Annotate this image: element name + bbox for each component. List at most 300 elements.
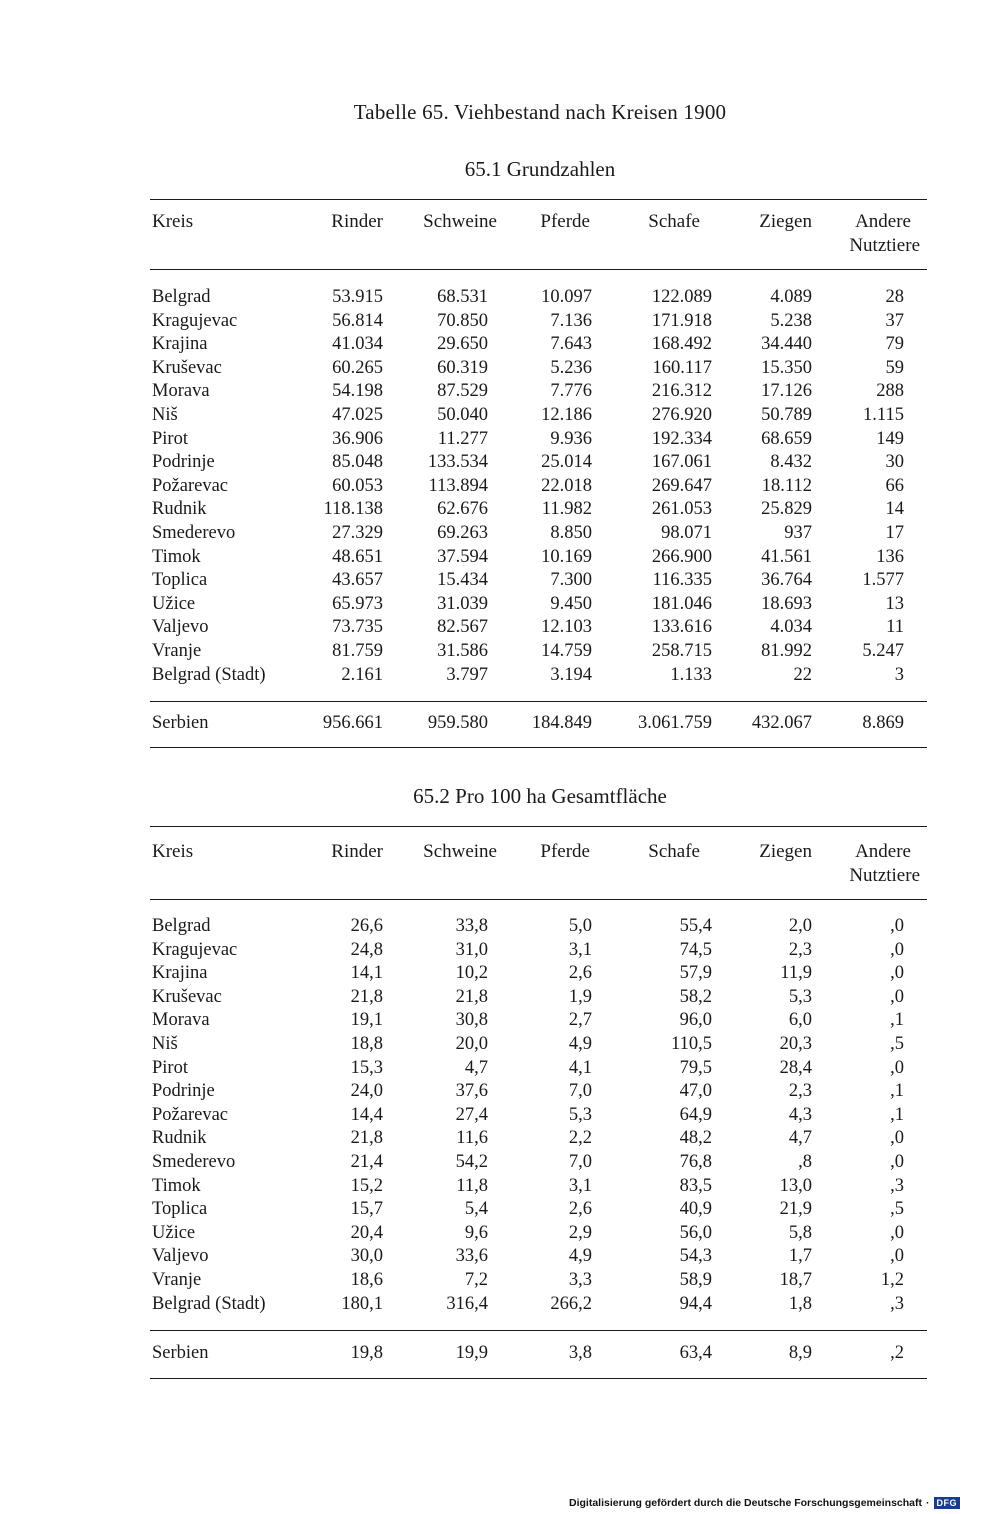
cell-value: 21,8 [350, 986, 383, 1007]
cell-value: 7.136 [550, 310, 592, 331]
cell-value: 31,0 [455, 939, 488, 960]
cell-value: 24,0 [350, 1081, 383, 1102]
cell-kreis: Toplica [152, 570, 208, 591]
cell-value: 4.034 [770, 617, 812, 638]
cell-kreis: Krajina [152, 963, 208, 984]
table-row [0, 939, 1000, 963]
cell-value: 76,8 [679, 1151, 712, 1172]
cell-value: 25.014 [541, 452, 592, 473]
cell-value: 36.764 [761, 570, 812, 591]
cell-value: 4,7 [464, 1057, 488, 1078]
col-header-andere: Andere [855, 211, 911, 232]
col-header-schweine: Schweine [423, 211, 497, 232]
table-row [0, 1009, 1000, 1033]
cell-kreis: Toplica [152, 1199, 208, 1220]
cell-kreis: Užice [152, 1222, 196, 1243]
cell-value: 181.046 [651, 593, 712, 614]
cell-value: 2,6 [568, 1199, 592, 1220]
cell-value: 69.263 [437, 522, 488, 543]
cell-value: 432.067 [751, 713, 812, 733]
cell-value: ,2 [890, 1343, 904, 1363]
table-row [0, 1245, 1000, 1269]
table-row [0, 546, 1000, 570]
cell-kreis: Serbien [152, 713, 209, 733]
table-row [0, 1222, 1000, 1246]
section-2-rows [0, 915, 1000, 1316]
section-1-rows [0, 286, 1000, 687]
cell-value: 64,9 [679, 1104, 712, 1125]
cell-value: 18,8 [350, 1033, 383, 1054]
cell-value: 63,4 [679, 1343, 712, 1363]
table-row [0, 333, 1000, 357]
section-1-title: 65.1 Grundzahlen [464, 157, 616, 181]
cell-value: 2,2 [568, 1128, 592, 1149]
cell-value: 266,2 [550, 1293, 592, 1314]
cell-value: 24,8 [350, 939, 383, 960]
cell-value: 937 [784, 522, 812, 543]
cell-value: 11.277 [437, 428, 488, 449]
cell-value: 12.186 [541, 404, 592, 425]
cell-value: 30,0 [350, 1246, 383, 1267]
table-row [0, 1151, 1000, 1175]
cell-value: 7.300 [550, 570, 592, 591]
cell-value: 3 [894, 664, 904, 685]
cell-value: 27,4 [455, 1104, 488, 1125]
cell-value: 113.894 [428, 475, 488, 496]
cell-value: 10,2 [455, 963, 488, 984]
footer-text: Digitalisierung gefördert durch die Deutsche Forschungsgemeinschaft [569, 1497, 922, 1509]
cell-value: 54.198 [332, 381, 383, 402]
cell-kreis: Belgrad (Stadt) [152, 664, 266, 685]
cell-value: 216.312 [651, 381, 712, 402]
cell-value: 4,9 [568, 1033, 592, 1054]
cell-value: 36.906 [332, 428, 383, 449]
cell-value: 2,6 [568, 963, 592, 984]
cell-value: 2,3 [788, 939, 812, 960]
cell-value: 258.715 [651, 640, 712, 661]
cell-value: 2.161 [341, 664, 383, 685]
cell-value: 1,9 [568, 986, 592, 1007]
table-row [0, 475, 1000, 499]
cell-value: 30,8 [455, 1010, 488, 1031]
cell-value: ,0 [890, 1246, 904, 1267]
cell-value: 4,9 [568, 1246, 592, 1267]
cell-kreis: Timok [152, 1175, 201, 1196]
cell-value: 50.040 [437, 404, 488, 425]
table-row [0, 1175, 1000, 1199]
cell-value: ,3 [890, 1175, 904, 1196]
cell-value: 98.071 [661, 522, 712, 543]
cell-value: 65.973 [332, 593, 383, 614]
col-header-rinder: Rinder [331, 841, 383, 862]
section-2-title: 65.2 Pro 100 ha Gesamtfläche [413, 784, 667, 808]
cell-value: 192.334 [651, 428, 712, 449]
cell-value: 68.531 [437, 287, 488, 307]
cell-value: 37 [885, 310, 904, 331]
dfg-logo: DFG [934, 1497, 961, 1509]
cell-value: 31.586 [437, 640, 488, 661]
cell-kreis: Požarevac [152, 1104, 229, 1125]
cell-value: ,1 [890, 1010, 904, 1031]
cell-value: 14 [885, 499, 904, 520]
cell-value: 21,8 [455, 986, 488, 1007]
cell-value: 19,8 [350, 1343, 383, 1363]
cell-value: 96,0 [679, 1010, 712, 1031]
cell-value: 13,0 [779, 1175, 812, 1196]
cell-value: 2,3 [788, 1081, 812, 1102]
cell-value: 288 [876, 381, 904, 402]
cell-value: 37.594 [437, 546, 488, 567]
col-header-nutztiere: Nutztiere [849, 865, 920, 886]
cell-value: 14,1 [350, 963, 383, 984]
cell-value: 66 [885, 475, 904, 496]
cell-kreis: Niš [152, 404, 178, 425]
col-header-kreis: Kreis [152, 841, 194, 862]
cell-value: 5,3 [568, 1104, 592, 1125]
section-2-bottom-rule [150, 1378, 927, 1379]
cell-kreis: Belgrad [152, 916, 211, 936]
cell-value: 20,0 [455, 1033, 488, 1054]
cell-value: 70.850 [437, 310, 488, 331]
cell-value: 11 [886, 617, 904, 638]
cell-value: 3,3 [568, 1269, 592, 1290]
cell-value: 43.657 [332, 570, 383, 591]
table-row [0, 569, 1000, 593]
cell-value: 54,2 [455, 1151, 488, 1172]
cell-value: 15.434 [437, 570, 488, 591]
cell-value: ,0 [890, 963, 904, 984]
cell-value: 8.869 [862, 713, 904, 733]
cell-value: 18,6 [350, 1269, 383, 1290]
cell-kreis: Vranje [152, 1269, 202, 1290]
cell-value: 79,5 [679, 1057, 712, 1078]
cell-kreis: Rudnik [152, 499, 207, 520]
cell-value: 5,4 [464, 1199, 488, 1220]
cell-value: 118.138 [323, 499, 383, 520]
cell-value: 180,1 [341, 1293, 383, 1314]
cell-value: 3,8 [568, 1343, 592, 1363]
cell-value: 53.915 [332, 287, 383, 307]
table-row [0, 380, 1000, 404]
cell-value: 26,6 [350, 916, 383, 936]
cell-value: 15,2 [350, 1175, 383, 1196]
col-header-rinder: Rinder [331, 211, 383, 232]
cell-value: 1,7 [788, 1246, 812, 1267]
cell-value: 160.117 [652, 357, 712, 378]
cell-value: 60.053 [332, 475, 383, 496]
total-row [0, 1342, 1000, 1366]
col-header-schafe: Schafe [648, 211, 700, 232]
cell-kreis: Užice [152, 593, 196, 614]
cell-value: 5,0 [568, 916, 592, 936]
cell-value: 3,1 [568, 1175, 592, 1196]
cell-value: 40,9 [679, 1199, 712, 1220]
cell-value: 10.097 [541, 287, 592, 307]
cell-value: 3.061.759 [638, 713, 712, 733]
cell-kreis: Kragujevac [152, 939, 238, 960]
col-header-pferde: Pferde [540, 211, 590, 232]
cell-value: ,0 [890, 986, 904, 1007]
table-row [0, 593, 1000, 617]
cell-value: 12.103 [541, 617, 592, 638]
cell-value: 266.900 [651, 546, 712, 567]
cell-value: 81.992 [761, 640, 812, 661]
cell-value: 34.440 [761, 334, 812, 355]
cell-value: 21,4 [350, 1151, 383, 1172]
cell-kreis: Morava [152, 1010, 210, 1031]
cell-value: 21,8 [350, 1128, 383, 1149]
cell-value: 8,9 [788, 1343, 812, 1363]
col-header-kreis: Kreis [152, 211, 194, 232]
col-header-schafe: Schafe [648, 841, 700, 862]
table-row [0, 1033, 1000, 1057]
cell-kreis: Pirot [152, 428, 188, 449]
cell-value: 37,6 [455, 1081, 488, 1102]
cell-value: 74,5 [679, 939, 712, 960]
table-row [0, 428, 1000, 452]
section-2-top-rule [150, 826, 927, 827]
cell-value: 9,6 [464, 1222, 488, 1243]
cell-value: 15,7 [350, 1199, 383, 1220]
cell-value: 14,4 [350, 1104, 383, 1125]
cell-value: 959.580 [427, 713, 488, 733]
cell-value: 14.759 [541, 640, 592, 661]
cell-value: 60.319 [437, 357, 488, 378]
cell-kreis: Pirot [152, 1057, 188, 1078]
section-2-total-row [0, 1342, 1000, 1366]
cell-kreis: Serbien [152, 1343, 209, 1363]
cell-value: 56.814 [332, 310, 383, 331]
cell-value: 62.676 [437, 499, 488, 520]
cell-value: 5.247 [862, 640, 904, 661]
cell-value: 1.133 [670, 664, 712, 685]
table-row [0, 616, 1000, 640]
cell-value: 5,3 [788, 986, 812, 1007]
cell-kreis: Krajina [152, 334, 208, 355]
cell-value: ,1 [890, 1104, 904, 1125]
cell-value: 11,9 [780, 963, 812, 984]
cell-value: 21,9 [779, 1199, 812, 1220]
section-1-total-row [0, 712, 1000, 736]
cell-value: 7.776 [550, 381, 592, 402]
cell-value: 82.567 [437, 617, 488, 638]
cell-value: 2,0 [788, 916, 812, 936]
cell-value: 41.561 [761, 546, 812, 567]
cell-value: 1.577 [862, 570, 904, 591]
cell-value: 1,8 [788, 1293, 812, 1314]
table-row [0, 986, 1000, 1010]
cell-value: 133.534 [427, 452, 488, 473]
cell-value: ,0 [890, 1128, 904, 1149]
cell-value: 184.849 [531, 713, 592, 733]
table-row [0, 451, 1000, 475]
page-title: Tabelle 65. Viehbestand nach Kreisen 1900 [353, 100, 727, 124]
cell-value: 261.053 [651, 499, 712, 520]
cell-value: 18.693 [761, 593, 812, 614]
cell-kreis: Vranje [152, 640, 202, 661]
cell-value: 956.661 [322, 713, 383, 733]
cell-value: 4,3 [788, 1104, 812, 1125]
cell-value: 2,9 [568, 1222, 592, 1243]
cell-value: 60.265 [332, 357, 383, 378]
cell-value: ,8 [798, 1151, 812, 1172]
cell-kreis: Belgrad [152, 287, 211, 307]
table-row [0, 357, 1000, 381]
cell-value: 19,1 [350, 1010, 383, 1031]
cell-value: 2,7 [568, 1010, 592, 1031]
cell-value: 168.492 [651, 334, 712, 355]
cell-value: 48,2 [679, 1128, 712, 1149]
cell-value: 9.450 [550, 593, 592, 614]
cell-value: 17 [885, 522, 904, 543]
cell-kreis: Morava [152, 381, 210, 402]
cell-value: 68.659 [761, 428, 812, 449]
cell-value: 47.025 [332, 404, 383, 425]
cell-value: ,0 [890, 916, 904, 936]
section-1-total-rule [150, 701, 927, 702]
cell-value: 269.647 [651, 475, 712, 496]
cell-value: 58,2 [679, 986, 712, 1007]
col-header-schweine: Schweine [423, 841, 497, 862]
cell-value: 1.115 [863, 404, 904, 425]
cell-value: 55,4 [679, 916, 712, 936]
table-row [0, 1198, 1000, 1222]
cell-kreis: Niš [152, 1033, 178, 1054]
cell-kreis: Timok [152, 546, 201, 567]
cell-value: 11.982 [541, 499, 592, 520]
cell-value: 58,9 [679, 1269, 712, 1290]
cell-value: 3.194 [550, 664, 592, 685]
cell-value: 11,8 [456, 1175, 488, 1196]
cell-value: 3,1 [568, 939, 592, 960]
cell-value: 149 [876, 428, 904, 449]
cell-value: 13 [885, 593, 904, 614]
cell-value: 47,0 [679, 1081, 712, 1102]
cell-kreis: Kruševac [152, 357, 222, 378]
table-row [0, 1057, 1000, 1081]
table-row [0, 310, 1000, 334]
cell-value: 10.169 [541, 546, 592, 567]
table-row [0, 498, 1000, 522]
cell-value: 122.089 [651, 287, 712, 307]
cell-value: 56,0 [679, 1222, 712, 1243]
section-1-top-rule [150, 199, 927, 200]
cell-value: 28,4 [779, 1057, 812, 1078]
section-2-header-rule [150, 899, 927, 900]
cell-value: 20,3 [779, 1033, 812, 1054]
cell-value: 33,6 [455, 1246, 488, 1267]
table-row [0, 640, 1000, 664]
cell-value: ,1 [890, 1081, 904, 1102]
cell-value: 19,9 [455, 1343, 488, 1363]
cell-value: 276.920 [651, 404, 712, 425]
table-row [0, 1080, 1000, 1104]
table-row [0, 915, 1000, 939]
cell-kreis: Kragujevac [152, 310, 238, 331]
table-row [0, 1293, 1000, 1317]
cell-value: 7,2 [464, 1269, 488, 1290]
col-header-pferde: Pferde [540, 841, 590, 862]
cell-value: 30 [885, 452, 904, 473]
cell-value: 8.432 [770, 452, 812, 473]
table-row [0, 522, 1000, 546]
cell-value: ,0 [890, 939, 904, 960]
cell-value: 9.936 [550, 428, 592, 449]
cell-value: 18.112 [761, 475, 812, 496]
cell-kreis: Kruševac [152, 986, 222, 1007]
cell-value: 20,4 [350, 1222, 383, 1243]
cell-kreis: Požarevac [152, 475, 229, 496]
cell-value: ,0 [890, 1057, 904, 1078]
cell-value: 316,4 [446, 1293, 488, 1314]
cell-value: 57,9 [679, 963, 712, 984]
cell-value: 8.850 [550, 522, 592, 543]
cell-value: 28 [885, 287, 904, 307]
total-row [0, 712, 1000, 736]
table-row [0, 1127, 1000, 1151]
cell-value: 87.529 [437, 381, 488, 402]
cell-kreis: Belgrad (Stadt) [152, 1293, 266, 1314]
section-2-total-rule [150, 1330, 927, 1331]
cell-value: 7.643 [550, 334, 592, 355]
cell-value: 15.350 [761, 357, 812, 378]
cell-value: 27.329 [332, 522, 383, 543]
col-header-andere: Andere [855, 841, 911, 862]
col-header-nutztiere: Nutztiere [849, 235, 920, 256]
cell-value: 136 [876, 546, 904, 567]
table-row [0, 664, 1000, 688]
cell-value: 22 [793, 664, 812, 685]
col-header-ziegen: Ziegen [759, 841, 812, 862]
cell-value: 6,0 [788, 1010, 812, 1031]
section-1-header-rule [150, 269, 927, 270]
cell-value: 4,1 [568, 1057, 592, 1078]
footer-credit [569, 1497, 960, 1509]
cell-value: 29.650 [437, 334, 488, 355]
cell-value: ,0 [890, 1222, 904, 1243]
cell-value: 171.918 [651, 310, 712, 331]
cell-value: ,5 [890, 1199, 904, 1220]
cell-value: 81.759 [332, 640, 383, 661]
cell-value: 41.034 [332, 334, 383, 355]
cell-value: 116.335 [652, 570, 712, 591]
cell-value: 79 [885, 334, 904, 355]
section-1-bottom-rule [150, 747, 927, 748]
cell-value: 11,6 [456, 1128, 488, 1149]
cell-value: 110,5 [671, 1033, 712, 1054]
cell-value: 15,3 [350, 1057, 383, 1078]
cell-value: 3.797 [446, 664, 488, 685]
footer-separator: · [926, 1497, 930, 1509]
cell-value: 31.039 [437, 593, 488, 614]
cell-value: 22.018 [541, 475, 592, 496]
table-row [0, 404, 1000, 428]
table-row [0, 286, 1000, 310]
cell-value: 5.238 [770, 310, 812, 331]
cell-value: 4,7 [788, 1128, 812, 1149]
cell-value: 4.089 [770, 287, 812, 307]
cell-value: 17.126 [761, 381, 812, 402]
cell-value: 48.651 [332, 546, 383, 567]
cell-value: 5.236 [550, 357, 592, 378]
cell-kreis: Valjevo [152, 1246, 209, 1267]
cell-kreis: Smederevo [152, 522, 236, 543]
cell-value: ,3 [890, 1293, 904, 1314]
cell-value: ,0 [890, 1151, 904, 1172]
cell-value: 50.789 [761, 404, 812, 425]
cell-value: 25.829 [761, 499, 812, 520]
cell-kreis: Smederevo [152, 1151, 236, 1172]
